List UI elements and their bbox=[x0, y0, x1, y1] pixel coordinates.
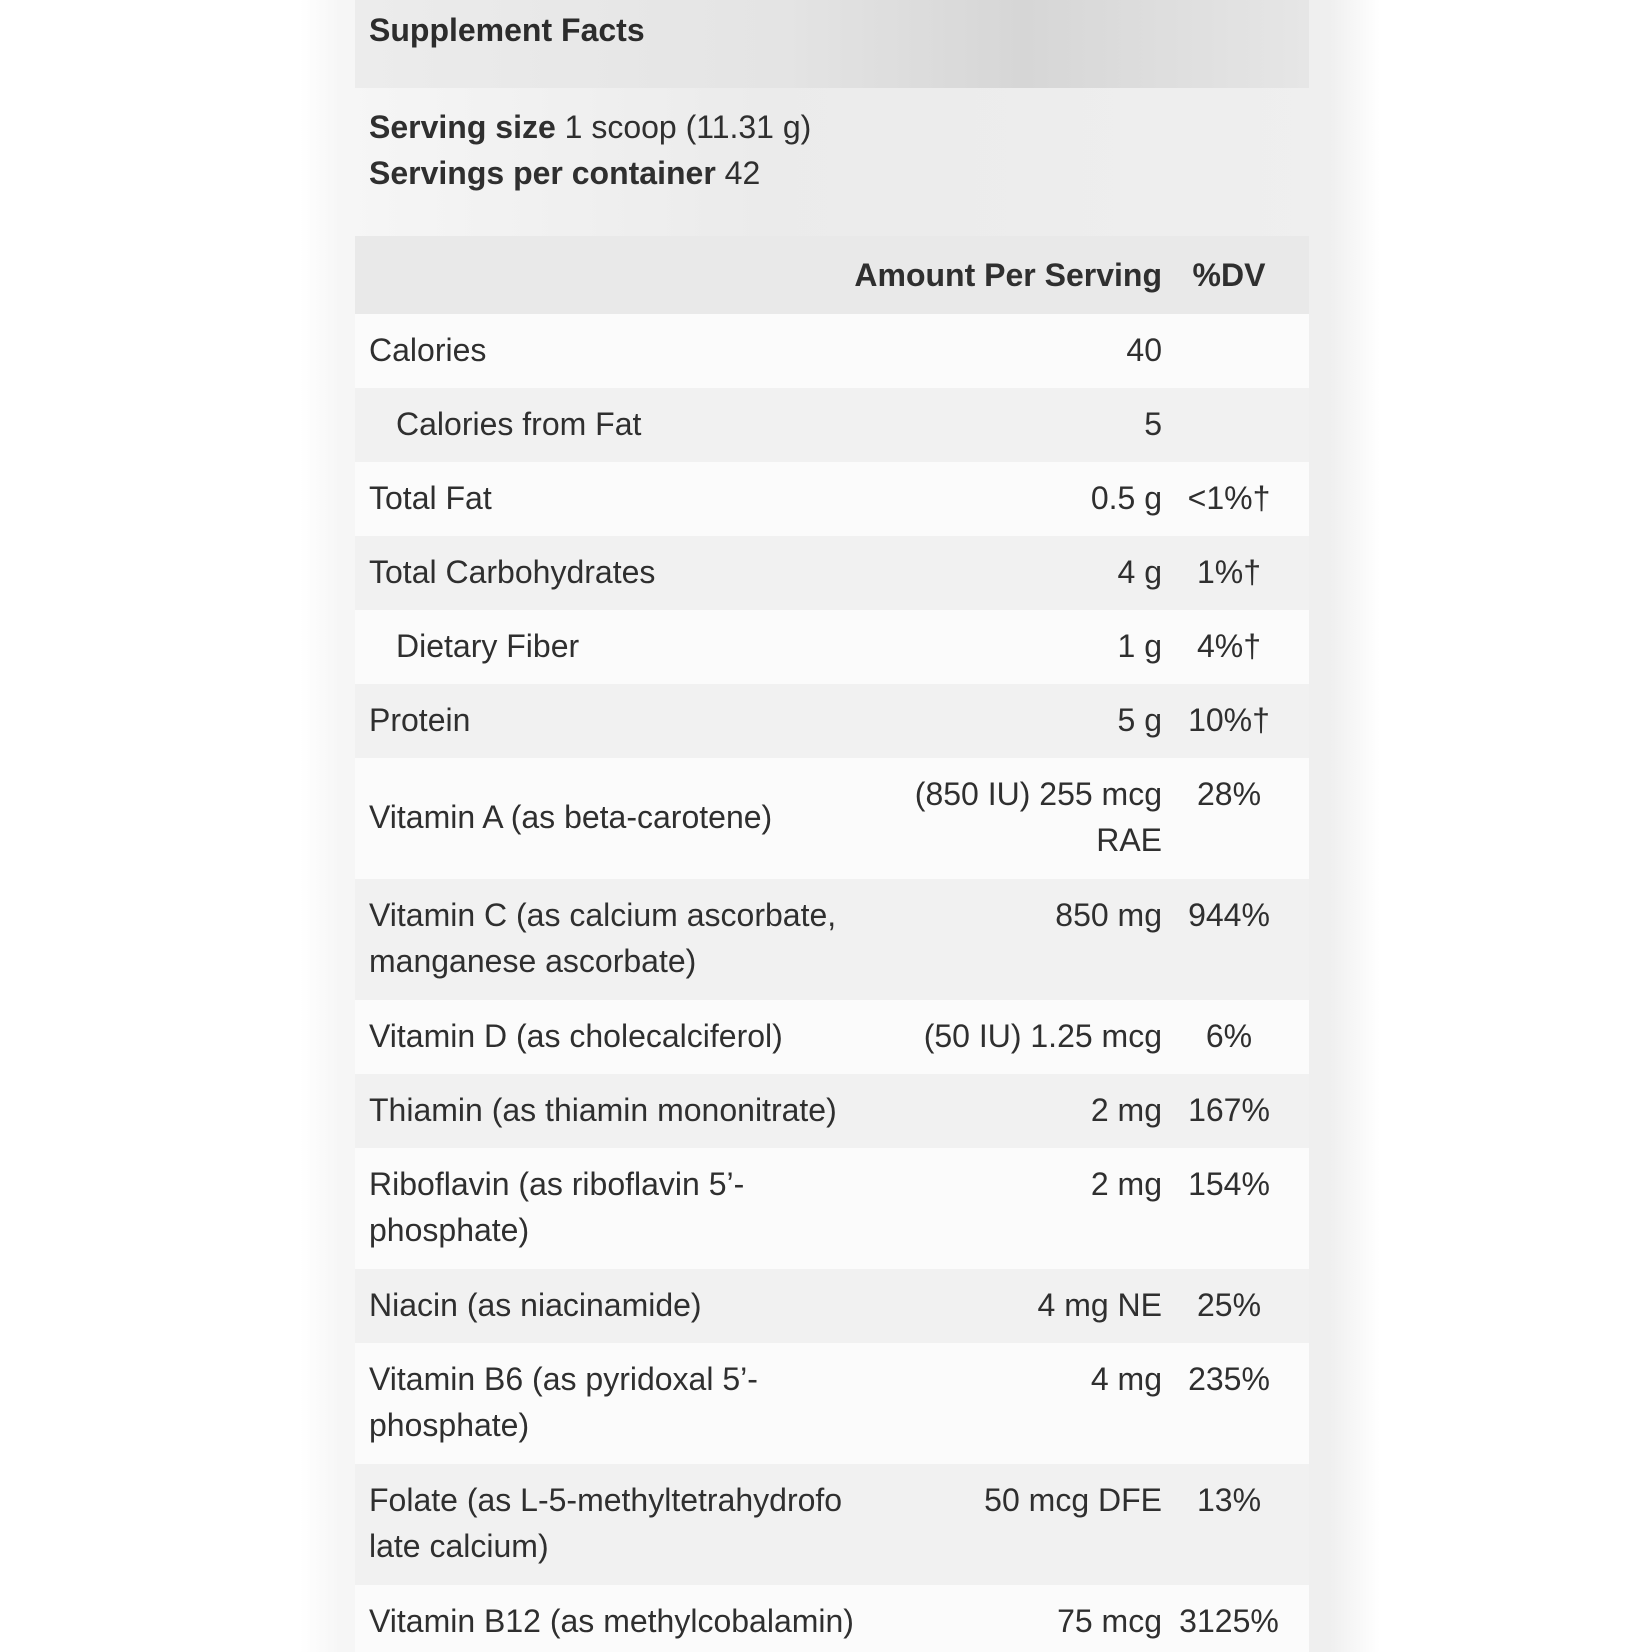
nutrient-name: Vitamin A (as beta-carotene) bbox=[369, 799, 773, 835]
nutrient-dv: 13% bbox=[1196, 1482, 1262, 1518]
nutrient-amount: 1 g bbox=[1117, 628, 1162, 664]
nutrient-name: Thiamin (as thiamin mononitrate) bbox=[369, 1092, 837, 1128]
column-header-amount: Amount Per Serving bbox=[854, 257, 1162, 293]
table-row bbox=[355, 388, 1309, 462]
table-header bbox=[355, 236, 1309, 314]
nutrient-name: Vitamin D (as cholecalciferol) bbox=[369, 1018, 783, 1054]
table-row bbox=[355, 1269, 1309, 1343]
nutrient-amount: 0.5 g bbox=[1090, 480, 1162, 516]
nutrient-dv: 10%† bbox=[1188, 702, 1270, 738]
nutrient-amount: 2 mg bbox=[1090, 1166, 1162, 1202]
nutrient-name: Total Fat bbox=[369, 480, 492, 516]
serving-info bbox=[369, 104, 811, 196]
nutrient-dv: <1%† bbox=[1187, 480, 1271, 516]
nutrient-dv: 235% bbox=[1188, 1361, 1270, 1397]
nutrient-dv: 25% bbox=[1196, 1287, 1262, 1323]
nutrient-amount: 2 mg bbox=[1090, 1092, 1162, 1128]
nutrient-amount: (850 IU) 255 mcg RAE bbox=[914, 776, 1162, 858]
nutrient-amount: 75 mcg bbox=[1057, 1603, 1162, 1639]
nutrient-dv: 944% bbox=[1188, 897, 1270, 933]
nutrient-amount: 40 bbox=[1126, 332, 1162, 368]
nutrient-dv: 6% bbox=[1205, 1018, 1253, 1054]
table-row bbox=[355, 462, 1309, 536]
nutrient-name: Riboflavin (as riboflavin 5’-phosphate) bbox=[369, 1166, 745, 1248]
nutrient-dv: 4%† bbox=[1196, 628, 1262, 664]
table-row bbox=[355, 314, 1309, 388]
nutrient-amount: 4 mg bbox=[1090, 1361, 1162, 1397]
table-row bbox=[355, 1000, 1309, 1074]
serving-size-line bbox=[369, 104, 811, 150]
nutrient-amount: 850 mg bbox=[1055, 897, 1162, 933]
nutrient-name: Folate (as L-5-methyltetrahydrofolate calcium) bbox=[369, 1482, 843, 1564]
nutrient-name: Calories bbox=[369, 332, 487, 368]
table-row bbox=[355, 1585, 1309, 1652]
table-row bbox=[355, 1464, 1309, 1585]
serving-size-label: Serving size bbox=[369, 109, 556, 145]
table-row bbox=[355, 684, 1309, 758]
nutrient-dv: 154% bbox=[1188, 1166, 1270, 1202]
nutrient-name: Vitamin B6 (as pyridoxal 5’-phosphate) bbox=[369, 1361, 758, 1443]
nutrient-dv: 1%† bbox=[1196, 554, 1262, 590]
nutrient-amount: 4 mg NE bbox=[1037, 1287, 1162, 1323]
table-row bbox=[355, 610, 1309, 684]
nutrient-amount: 5 bbox=[1144, 406, 1162, 442]
nutrient-table bbox=[355, 236, 1309, 1652]
supplement-facts-panel bbox=[355, 0, 1309, 1652]
title-bar bbox=[355, 0, 1309, 88]
nutrient-name: Vitamin C (as calcium ascorbate, manganese ascorbate) bbox=[369, 897, 837, 979]
servings-per-container-line bbox=[369, 150, 811, 196]
servings-per-container-value: 42 bbox=[724, 155, 761, 191]
nutrient-dv: 3125% bbox=[1179, 1603, 1279, 1639]
nutrient-dv: 28% bbox=[1196, 776, 1262, 812]
nutrient-name: Niacin (as niacinamide) bbox=[369, 1287, 702, 1323]
page-title: Supplement Facts bbox=[369, 12, 645, 48]
serving-size-value: 1 scoop (11.31 g) bbox=[564, 109, 812, 145]
nutrient-name: Protein bbox=[369, 702, 471, 738]
table-row bbox=[355, 1074, 1309, 1148]
nutrient-amount: 50 mcg DFE bbox=[984, 1482, 1162, 1518]
nutrient-amount: 5 g bbox=[1117, 702, 1162, 738]
table-row bbox=[355, 758, 1309, 879]
table-row bbox=[355, 536, 1309, 610]
nutrient-dv: 167% bbox=[1188, 1092, 1270, 1128]
column-header-dv: %DV bbox=[1192, 257, 1266, 293]
table-row bbox=[355, 1148, 1309, 1269]
nutrient-name: Dietary Fiber bbox=[396, 628, 580, 664]
nutrient-name: Calories from Fat bbox=[396, 406, 642, 442]
nutrient-amount: (50 IU) 1.25 mcg bbox=[923, 1018, 1162, 1054]
nutrient-name: Total Carbohydrates bbox=[369, 554, 656, 590]
nutrient-amount: 4 g bbox=[1117, 554, 1162, 590]
table-row bbox=[355, 1343, 1309, 1464]
servings-per-container-label: Servings per container bbox=[369, 155, 716, 191]
table-row bbox=[355, 879, 1309, 1000]
nutrient-name: Vitamin B12 (as methylcobalamin) bbox=[369, 1603, 854, 1639]
